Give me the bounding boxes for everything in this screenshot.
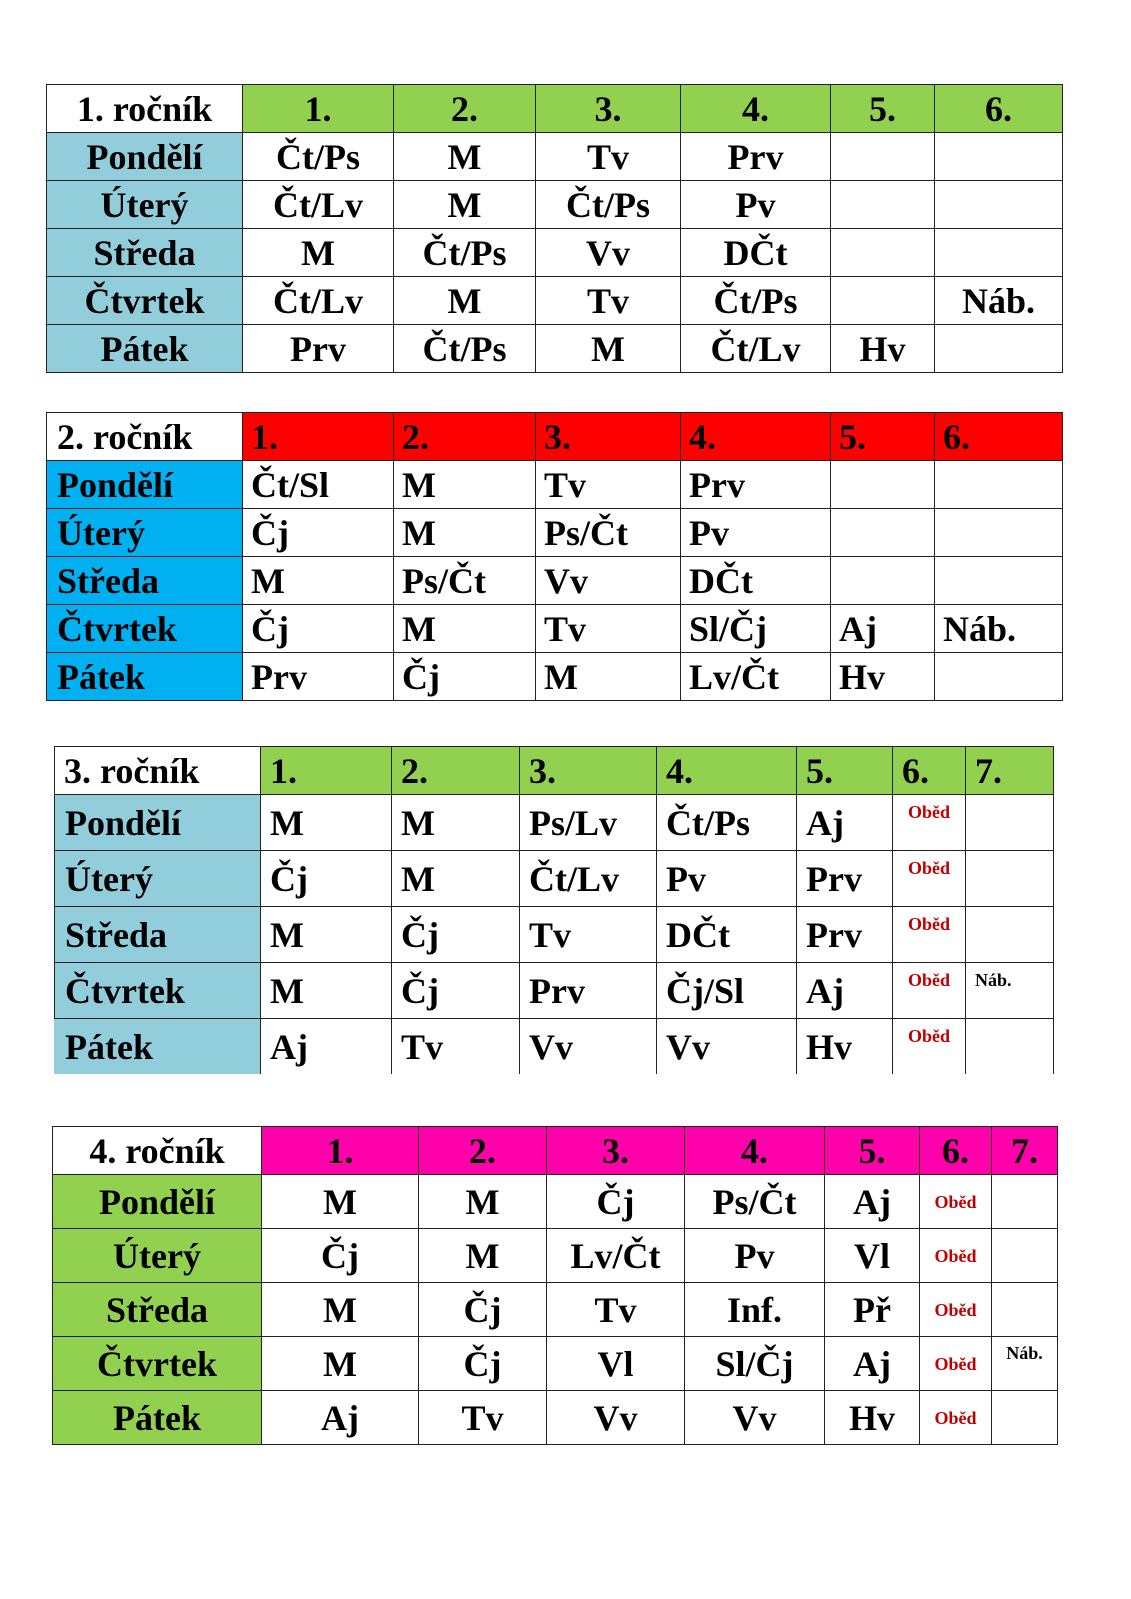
- period-header: 5.: [825, 1127, 920, 1175]
- table-row: [55, 1019, 1054, 1075]
- lesson-cell: Tv: [392, 1019, 520, 1075]
- lesson-cell: DČt: [657, 907, 797, 963]
- lesson-cell: M: [243, 557, 394, 605]
- lesson-cell: Čj: [419, 1283, 547, 1337]
- lesson-cell: Aj: [262, 1391, 419, 1445]
- table-row: [47, 557, 1063, 605]
- lesson-cell: Čj: [243, 605, 394, 653]
- lesson-cell: Tv: [536, 605, 681, 653]
- table-row: [47, 653, 1063, 701]
- timetable-3: [54, 746, 1054, 1074]
- day-label: Úterý: [47, 509, 243, 557]
- lesson-cell: [992, 1175, 1058, 1229]
- period-header: 6.: [935, 85, 1063, 133]
- day-label: Čtvrtek: [47, 605, 243, 653]
- lesson-cell: Sl/Čj: [685, 1337, 825, 1391]
- day-label: Úterý: [53, 1229, 262, 1283]
- lesson-cell: Čj: [419, 1337, 547, 1391]
- lunch-cell: Oběd: [920, 1229, 992, 1283]
- lesson-cell: Prv: [520, 963, 657, 1019]
- table-row: [47, 461, 1063, 509]
- table-row: [53, 1229, 1058, 1283]
- table-row: [47, 277, 1063, 325]
- lesson-cell: Čj: [243, 509, 394, 557]
- lesson-cell: Čt/Sl: [243, 461, 394, 509]
- lesson-cell: M: [536, 325, 681, 373]
- lesson-cell: [935, 181, 1063, 229]
- lesson-cell: Tv: [536, 133, 681, 181]
- period-header: 5.: [831, 85, 935, 133]
- lesson-cell: Čt/Lv: [243, 181, 394, 229]
- lesson-cell: M: [262, 1283, 419, 1337]
- period-header: 2.: [394, 85, 536, 133]
- day-label: Pátek: [55, 1019, 261, 1075]
- lesson-cell: [831, 461, 935, 509]
- lesson-cell: [966, 1019, 1054, 1075]
- lesson-cell: Náb.: [966, 963, 1054, 1019]
- lesson-cell: Vv: [536, 229, 681, 277]
- lesson-cell: Prv: [797, 851, 893, 907]
- lesson-cell: Aj: [825, 1175, 920, 1229]
- lesson-cell: [992, 1229, 1058, 1283]
- lesson-cell: [831, 229, 935, 277]
- lesson-cell: Čj: [392, 907, 520, 963]
- period-header: 3.: [520, 747, 657, 795]
- lesson-cell: Lv/Čt: [547, 1229, 685, 1283]
- lesson-cell: M: [394, 133, 536, 181]
- lesson-cell: [935, 461, 1063, 509]
- period-header: 1.: [243, 413, 394, 461]
- period-header: 2.: [392, 747, 520, 795]
- period-header: 1.: [262, 1127, 419, 1175]
- lesson-cell: Vv: [536, 557, 681, 605]
- lunch-cell: Oběd: [893, 907, 966, 963]
- period-header: 7.: [992, 1127, 1058, 1175]
- lesson-cell: Čj: [547, 1175, 685, 1229]
- period-header: 3.: [547, 1127, 685, 1175]
- day-label: Pátek: [47, 653, 243, 701]
- lesson-cell: Čt/Ps: [394, 325, 536, 373]
- lesson-cell: M: [394, 277, 536, 325]
- lesson-cell: Čt/Ps: [243, 133, 394, 181]
- lesson-cell: Náb.: [935, 605, 1063, 653]
- period-header: 6.: [893, 747, 966, 795]
- lesson-cell: Čt/Lv: [520, 851, 657, 907]
- lunch-cell: Oběd: [893, 1019, 966, 1075]
- lesson-cell: Ps/Lv: [520, 795, 657, 851]
- lunch-cell: Oběd: [920, 1175, 992, 1229]
- table-row: [55, 907, 1054, 963]
- lesson-cell: Hv: [831, 325, 935, 373]
- lesson-cell: [831, 133, 935, 181]
- table-row: [47, 509, 1063, 557]
- lesson-cell: [831, 181, 935, 229]
- day-label: Pondělí: [53, 1175, 262, 1229]
- lesson-cell: M: [262, 1175, 419, 1229]
- lesson-cell: M: [261, 907, 392, 963]
- table-row: [47, 325, 1063, 373]
- period-header: 7.: [966, 747, 1054, 795]
- lesson-cell: Čt/Ps: [536, 181, 681, 229]
- lesson-cell: Ps/Čt: [536, 509, 681, 557]
- lesson-cell: [935, 653, 1063, 701]
- day-label: Úterý: [55, 851, 261, 907]
- lesson-cell: Náb.: [992, 1337, 1058, 1391]
- lunch-cell: Oběd: [920, 1337, 992, 1391]
- day-label: Středa: [55, 907, 261, 963]
- header-row: [53, 1127, 1058, 1175]
- lesson-cell: [935, 325, 1063, 373]
- period-header: 4.: [657, 747, 797, 795]
- period-header: 4.: [681, 413, 831, 461]
- period-header: 1.: [261, 747, 392, 795]
- lesson-cell: Aj: [797, 963, 893, 1019]
- lesson-cell: Pv: [685, 1229, 825, 1283]
- lesson-cell: DČt: [681, 229, 831, 277]
- table-title: 1. ročník: [47, 85, 243, 133]
- lesson-cell: Vv: [657, 1019, 797, 1075]
- lesson-cell: [966, 851, 1054, 907]
- table-row: [47, 181, 1063, 229]
- lesson-cell: M: [261, 963, 392, 1019]
- lesson-cell: Tv: [419, 1391, 547, 1445]
- header-row: [55, 747, 1054, 795]
- lesson-cell: M: [394, 461, 536, 509]
- lesson-cell: Prv: [681, 133, 831, 181]
- lesson-cell: [992, 1283, 1058, 1337]
- table-row: [53, 1283, 1058, 1337]
- timetable-2: [46, 412, 1063, 701]
- lesson-cell: M: [419, 1229, 547, 1283]
- lesson-cell: M: [419, 1175, 547, 1229]
- period-header: 2.: [394, 413, 536, 461]
- period-header: 5.: [831, 413, 935, 461]
- timetable-4: [52, 1126, 1058, 1445]
- lesson-cell: [935, 229, 1063, 277]
- lesson-cell: Pv: [657, 851, 797, 907]
- lesson-cell: [831, 277, 935, 325]
- table-row: [53, 1391, 1058, 1445]
- lesson-cell: [831, 557, 935, 605]
- lesson-cell: M: [261, 795, 392, 851]
- timetable-1: [46, 84, 1063, 373]
- table-row: [53, 1337, 1058, 1391]
- table-row: [47, 229, 1063, 277]
- lesson-cell: Vl: [825, 1229, 920, 1283]
- day-label: Pondělí: [47, 133, 243, 181]
- lesson-cell: [935, 133, 1063, 181]
- day-label: Čtvrtek: [55, 963, 261, 1019]
- period-header: 2.: [419, 1127, 547, 1175]
- lesson-cell: [935, 509, 1063, 557]
- day-label: Pátek: [47, 325, 243, 373]
- lesson-cell: Prv: [243, 653, 394, 701]
- lesson-cell: Čj: [394, 653, 536, 701]
- day-label: Středa: [47, 229, 243, 277]
- day-label: Pondělí: [47, 461, 243, 509]
- lesson-cell: Vv: [547, 1391, 685, 1445]
- lesson-cell: Vv: [685, 1391, 825, 1445]
- table-row: [55, 963, 1054, 1019]
- lesson-cell: Aj: [831, 605, 935, 653]
- table-row: [53, 1175, 1058, 1229]
- lesson-cell: Aj: [797, 795, 893, 851]
- header-row: [47, 413, 1063, 461]
- period-header: 6.: [935, 413, 1063, 461]
- lesson-cell: Hv: [797, 1019, 893, 1075]
- period-header: 4.: [681, 85, 831, 133]
- lesson-cell: Čt/Ps: [394, 229, 536, 277]
- lesson-cell: Ps/Čt: [685, 1175, 825, 1229]
- lesson-cell: Tv: [547, 1283, 685, 1337]
- lesson-cell: Čj/Sl: [657, 963, 797, 1019]
- table-title: 4. ročník: [53, 1127, 262, 1175]
- table-row: [55, 851, 1054, 907]
- day-label: Úterý: [47, 181, 243, 229]
- lesson-cell: Prv: [243, 325, 394, 373]
- lesson-cell: Lv/Čt: [681, 653, 831, 701]
- lesson-cell: Př: [825, 1283, 920, 1337]
- lesson-cell: Čj: [392, 963, 520, 1019]
- day-label: Čtvrtek: [53, 1337, 262, 1391]
- lesson-cell: Pv: [681, 181, 831, 229]
- lesson-cell: M: [262, 1337, 419, 1391]
- lesson-cell: Vl: [547, 1337, 685, 1391]
- lesson-cell: Čt/Lv: [243, 277, 394, 325]
- lesson-cell: Vv: [520, 1019, 657, 1075]
- lesson-cell: Tv: [520, 907, 657, 963]
- lunch-cell: Oběd: [893, 963, 966, 1019]
- lesson-cell: Čt/Lv: [681, 325, 831, 373]
- header-row: [47, 85, 1063, 133]
- lesson-cell: Hv: [825, 1391, 920, 1445]
- lunch-cell: Oběd: [893, 851, 966, 907]
- lesson-cell: [831, 509, 935, 557]
- lesson-cell: [966, 907, 1054, 963]
- lesson-cell: Sl/Čj: [681, 605, 831, 653]
- lesson-cell: Aj: [825, 1337, 920, 1391]
- day-label: Středa: [47, 557, 243, 605]
- lesson-cell: M: [394, 509, 536, 557]
- period-header: 4.: [685, 1127, 825, 1175]
- lesson-cell: [935, 557, 1063, 605]
- table-row: [47, 133, 1063, 181]
- lunch-cell: Oběd: [893, 795, 966, 851]
- lesson-cell: [992, 1391, 1058, 1445]
- table-row: [47, 605, 1063, 653]
- day-label: Středa: [53, 1283, 262, 1337]
- lunch-cell: Oběd: [920, 1391, 992, 1445]
- day-label: Pondělí: [55, 795, 261, 851]
- table-title: 3. ročník: [55, 747, 261, 795]
- lesson-cell: Čj: [262, 1229, 419, 1283]
- lesson-cell: Čt/Ps: [657, 795, 797, 851]
- lunch-cell: Oběd: [920, 1283, 992, 1337]
- lesson-cell: Aj: [261, 1019, 392, 1075]
- period-header: 5.: [797, 747, 893, 795]
- lesson-cell: M: [392, 851, 520, 907]
- table-title: 2. ročník: [47, 413, 243, 461]
- lesson-cell: M: [394, 181, 536, 229]
- day-label: Čtvrtek: [47, 277, 243, 325]
- lesson-cell: M: [394, 605, 536, 653]
- period-header: 1.: [243, 85, 394, 133]
- lesson-cell: M: [536, 653, 681, 701]
- lesson-cell: [966, 795, 1054, 851]
- lesson-cell: Hv: [831, 653, 935, 701]
- lesson-cell: Ps/Čt: [394, 557, 536, 605]
- lesson-cell: Inf.: [685, 1283, 825, 1337]
- table-row: [55, 795, 1054, 851]
- lesson-cell: Čt/Ps: [681, 277, 831, 325]
- period-header: 3.: [536, 413, 681, 461]
- lesson-cell: Čj: [261, 851, 392, 907]
- lesson-cell: M: [392, 795, 520, 851]
- period-header: 6.: [920, 1127, 992, 1175]
- lesson-cell: M: [243, 229, 394, 277]
- lesson-cell: Náb.: [935, 277, 1063, 325]
- lesson-cell: DČt: [681, 557, 831, 605]
- period-header: 3.: [536, 85, 681, 133]
- day-label: Pátek: [53, 1391, 262, 1445]
- lesson-cell: Tv: [536, 461, 681, 509]
- lesson-cell: Tv: [536, 277, 681, 325]
- lesson-cell: Prv: [797, 907, 893, 963]
- lesson-cell: Pv: [681, 509, 831, 557]
- lesson-cell: Prv: [681, 461, 831, 509]
